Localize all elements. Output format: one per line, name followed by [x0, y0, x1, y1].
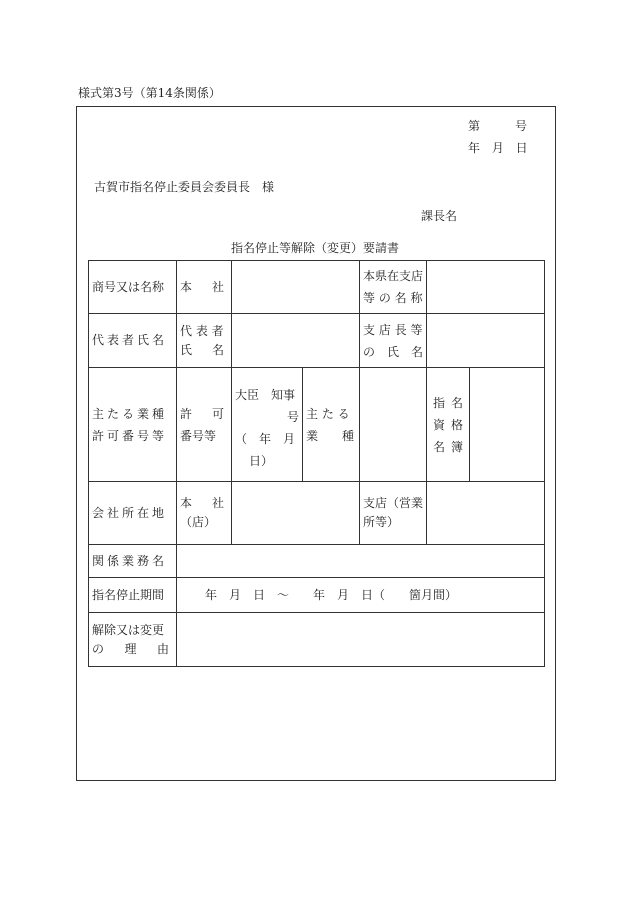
representative-sub-char-1: 氏 — [180, 342, 193, 357]
qual-char-4: 格 — [450, 417, 463, 432]
qual-char-5: 名 — [433, 439, 446, 454]
permit-number-suffix: 号 — [286, 410, 299, 424]
branch-office-label-line-1: 支店（営業 — [363, 496, 424, 510]
main-industry-label-line-1: 主 た る — [306, 406, 350, 421]
permit-char-2: 可 — [211, 406, 224, 421]
reason-field[interactable] — [177, 613, 545, 667]
main-industry-char-2: 種 — [341, 428, 354, 443]
permit-number-sub-label-line-2: 番号等 — [180, 428, 217, 443]
document-title: 指名停止等解除（変更）要請書 — [230, 241, 399, 255]
industry-permit-label — [89, 368, 177, 482]
branch-office-address-field[interactable] — [427, 482, 545, 545]
reason-char-3: 由 — [156, 641, 169, 656]
representative-sub-char-2: 名 — [211, 342, 224, 357]
reason-char-2: 理 — [124, 641, 137, 656]
addressee: 古賀市指名停止委員会委員長 様 — [94, 180, 275, 194]
branch-manager-char-3: 名 — [410, 344, 423, 359]
trade-name-label — [89, 261, 177, 314]
sender-name: 課長名 — [421, 209, 458, 223]
reason-char-1: の — [92, 641, 105, 656]
company-address-label: 会社所在地 — [89, 482, 177, 545]
head-office-char-2: 社 — [211, 279, 224, 294]
reason-label-line-1: 解除又は変更 — [92, 622, 165, 637]
industry-permit-label-line-2: 許可番号等 — [92, 428, 168, 443]
permit-date-text: （ 年 月 — [235, 432, 296, 446]
branch-name-label-line-1: 本県在支店 — [363, 269, 424, 283]
permit-date-day: 日） — [249, 454, 274, 468]
table-row — [89, 613, 545, 667]
industry-permit-label-line-1: 主たる業種 — [92, 406, 168, 421]
qualification-register-field[interactable] — [470, 368, 545, 482]
document-date: 年 月 日 — [468, 141, 528, 155]
branch-name-label — [360, 261, 427, 314]
permit-char-1: 許 — [180, 406, 193, 421]
main-industry-field[interactable] — [360, 368, 427, 482]
request-form-table — [88, 260, 545, 667]
branch-name-field[interactable] — [427, 261, 545, 314]
qual-char-6: 簿 — [450, 439, 463, 454]
qual-char-2: 名 — [450, 395, 463, 410]
document-number-suffix: 号 — [515, 119, 528, 133]
address-sub-char-2: 社 — [211, 496, 224, 510]
branch-name-label-line-2: 等 の 名 称 — [363, 291, 423, 305]
branch-office-label-line-2: 所等） — [363, 515, 400, 529]
document-number-label: 第 — [468, 119, 481, 133]
branch-manager-char-2: 氏 — [386, 344, 399, 359]
address-sub-label-line-2: （店） — [180, 515, 217, 529]
related-business-field[interactable] — [177, 545, 545, 578]
permit-details-cell[interactable] — [232, 368, 303, 482]
branch-manager-name-field[interactable] — [427, 314, 545, 368]
table-row — [89, 368, 545, 482]
related-business-label: 関係業務名 — [89, 545, 177, 578]
representative-name-field[interactable] — [232, 314, 360, 368]
representative-label: 代表者氏名 — [89, 314, 177, 368]
head-office-label — [177, 261, 232, 314]
head-office-address-field[interactable] — [232, 482, 360, 545]
representative-sub-label — [177, 314, 232, 368]
table-row — [89, 261, 545, 314]
table-row — [89, 482, 545, 545]
branch-manager-label — [360, 314, 427, 368]
head-office-char-1: 本 — [180, 279, 193, 294]
qualification-register-label — [427, 368, 470, 482]
suspension-period-label: 指名停止期間 — [89, 578, 177, 613]
trade-name-label-text: 商号又は名称 — [92, 279, 165, 294]
table-row — [89, 545, 545, 578]
head-office-address-sub-label — [177, 482, 232, 545]
reason-label — [89, 613, 177, 667]
address-sub-char-1: 本 — [180, 496, 193, 510]
suspension-period-field[interactable]: 年 月 日 〜 年 月 日（ 箇月間） — [177, 578, 545, 613]
form-caption: 様式第3号（第14条関係） — [78, 86, 221, 100]
table-row — [89, 578, 545, 613]
representative-sub-label-line-1: 代 表 者 — [180, 323, 224, 338]
permit-number-sub-label — [177, 368, 232, 482]
main-industry-char-1: 業 — [306, 428, 319, 443]
branch-office-label — [360, 482, 427, 545]
qual-char-1: 指 — [433, 395, 446, 410]
permit-authority-text: 大臣 知事 — [235, 388, 296, 402]
main-industry-label — [303, 368, 360, 482]
branch-manager-label-line-1: 支 店 長 等 — [363, 322, 423, 337]
branch-manager-char-1: の — [363, 344, 376, 359]
qual-char-3: 資 — [433, 417, 446, 432]
head-office-name-field[interactable] — [232, 261, 360, 314]
table-row — [89, 314, 545, 368]
